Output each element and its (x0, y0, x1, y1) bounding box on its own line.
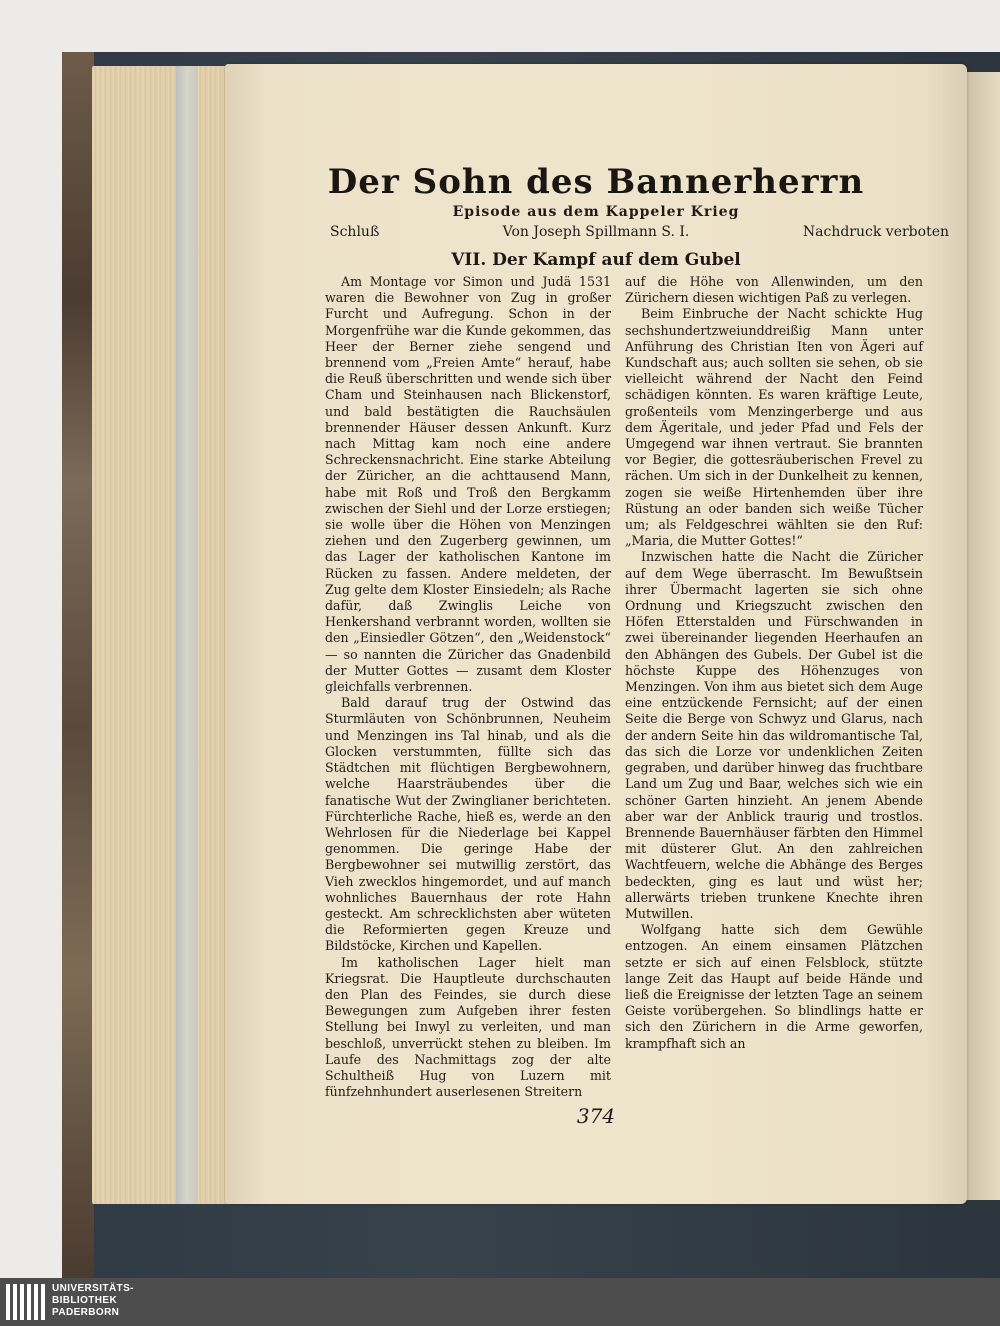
footer-line-3: PADERBORN (52, 1307, 120, 1318)
article-subtitle: Episode aus dem Kappeler Krieg (452, 204, 740, 220)
header-left: Schluß (330, 224, 380, 240)
book-page (225, 64, 967, 1204)
paragraph: Wolfgang hatte sich dem Gewühle entzogen. An einem einsamen Plätzchen setzte er sich auf einen Felsblock, stützte lange Zeit das Haupt auf beide Hände und ließ die Ereignisse der letzten Tage an seinem Geiste vorübergehen. So blindlings hatte er sich den Zürichern in die Arme geworfen, krampfhaft sich an (625, 922, 923, 1051)
paragraph: Bald darauf trug der Ostwind das Sturmläuten von Schönbrunnen, Neuheim und Menzingen ins Tal hinab, und als die Glocken verstummten, füllte sich das Städtchen mit flüchtigen Bergbewohnern, welche Haarsträubendes über die fanatische Wut der Zwinglianer berichteten. Fürchterliche Rache, hieß es, werde an den Wehrlosen für die Niederlage bei Kappel genommen. Die geringe Habe der Bergbewohner sei mutwillig zerstört, das Vieh zwecklos hingemordet, und auf manch wohnliches Bauernhaus der rote Hahn gesteckt. Am schrecklichsten aber wüteten die Reformierten gegen Kreuze und Bildstöcke, Kirchen und Kapellen. (325, 695, 611, 954)
paragraph: Am Montage vor Simon und Judä 1531 waren die Bewohner von Zug in großer Furcht und Aufregung. Schon in der Morgenfrühe war die Kunde gekommen, das Heer der Berner ziehe sengend und brennend vom „Freien Amte“ herauf, habe die Reuß überschritten und wende sich über Cham und Steinhausen nach Blickenstorf, und bald bestätigten die Rauchsäulen brennender Häuser dessen Ankunft. Kurz nach Mittag kam noch eine andere Schreckensnachricht. Eine starke Abteilung der Züricher, an die achttausend Mann, habe mit Roß und Troß den Bergkamm zwischen der Siehl und der Lorze erstiegen; sie wolle über die Höhen von Menzingen ziehen und den Zugerberg gewinnen, um das Lager der katholischen Kantone im Rücken zu fassen. Andere meldeten, der Zug gelte dem Kloster Einsiedeln; als Rache dafür, daß Zwinglis Leiche von Henkershand verbrannt worden, wollten sie den „Einsiedler Götzen“, den „Weidenstock“ — so nannten die Züricher das Gnadenbild der Mutter Gottes — zusamt dem Kloster gleichfalls verbrennen. (325, 274, 611, 695)
right-column (625, 274, 923, 1052)
footer-line-1: UNIVERSITÄTS- (52, 1283, 134, 1294)
book-spine-marbled (62, 52, 94, 1278)
facing-page-edge (962, 72, 1000, 1200)
page-gutter (176, 66, 198, 1204)
paragraph: Im katholischen Lager hielt man Kriegsrat. Die Hauptleute durchschauten den Plan des Feindes, sie durch diese Bewegungen zum Aufgeben ihrer festen Stellung bei Inwyl zu verleiten, und man beschloß, unverrückt stehen zu bleiben. Im Laufe des Nachmittags zog der alte Schultheiß Hug von Luzern mit fünfzehnhundert auserlesenen Streitern (325, 954, 611, 1100)
page-edges (92, 66, 232, 1204)
library-logo-icon (4, 1282, 48, 1322)
library-footer (0, 1278, 1000, 1326)
paragraph: Inzwischen hatte die Nacht die Züricher auf dem Wege überrascht. Im Bewußtsein ihrer Übermacht lagerten sie sich ohne Ordnung und Kriegszucht zwischen den Höfen Etterstalden und Fürschwanden in zwei übereinander liegenden Heerhaufen an den Abhängen des Gubels. Der Gubel ist die höchste Kuppe des Höhenzuges von Menzingen. Von ihm aus bietet sich dem Auge eine entzückende Fernsicht; auf der einen Seite die Berge von Schwyz und Glarus, nach der andern Seite hin das wildromantische Tal, das sich die Lorze vor undenklichen Zeiten gegraben, und darüber hinweg das fruchtbare Land um Zug und Baar, welches sich wie ein schöner Garten hinzieht. An jenem Abende aber war der Anblick traurig und trostlos. Brennende Bauernhäuser färbten den Himmel mit düsterer Glut. An den zahlreichen Wachtfeuern, welche die Abhänge des Berges bedeckten, ging es laut und wüst her; allerwärts trieben trunkene Knechte ihren Mutwillen. (625, 549, 923, 921)
author-line: Von Joseph Spillmann S. I. (502, 224, 690, 240)
page-number: 374 (576, 1104, 616, 1128)
header-right: Nachdruck verboten (802, 224, 949, 240)
footer-line-2: BIBLIOTHEK (52, 1295, 118, 1306)
paragraph: Beim Einbruche der Nacht schickte Hug sechshundertzweiunddreißig Mann unter Anführung des Christian Iten von Ägeri auf Kundschaft aus; auch sollten sie sehen, ob sie vielleicht während der Nacht den Feind schädigen könnten. Es waren kräftige Leute, großenteils vom Menzingerberge und aus dem Ägeritale, und jeder Pfad und Fels der Umgegend war ihnen vertraut. Sie brannten vor Begier, die gottesräuberischen Frevel zu rächen. Um sich in der Dunkelheit zu kennen, zogen sie weiße Hirtenhemden über ihre Rüstung an oder banden sich weiße Tücher um; als Feldgeschrei wählten sie den Ruf: „Maria, die Mutter Gottes!“ (625, 306, 923, 549)
left-column (325, 274, 611, 1100)
chapter-heading: VII. Der Kampf auf dem Gubel (451, 250, 741, 270)
article-title: Der Sohn des Bannerherrn (327, 162, 865, 202)
paragraph: auf die Höhe von Allenwinden, um den Zürichern diesen wichtigen Paß zu verlegen. (625, 274, 923, 306)
